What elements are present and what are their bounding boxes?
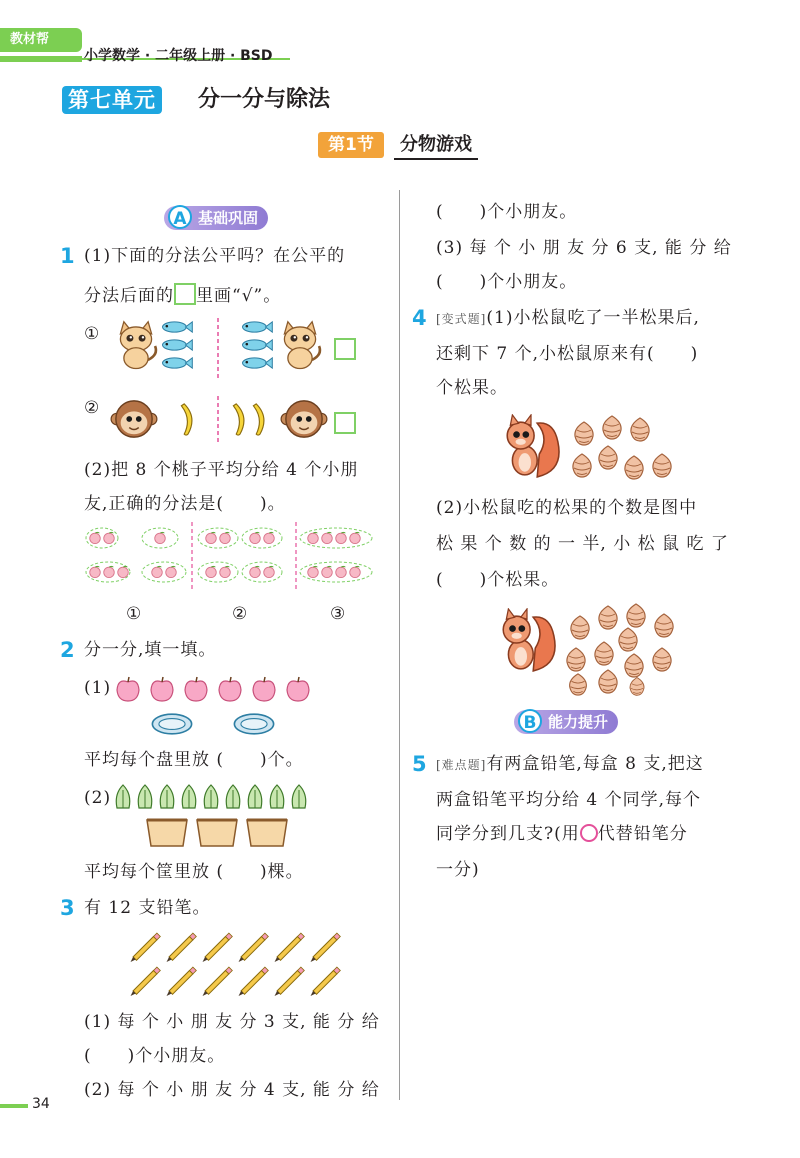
basket-icon xyxy=(247,820,287,846)
q3-part2-line2: ( )个小朋友。 xyxy=(436,202,578,222)
cabbage-icon xyxy=(292,785,306,808)
pencil-icon xyxy=(275,967,305,996)
q4-part1-line1-text: (1)小松鼠吃了一半松果后, xyxy=(486,308,700,328)
q1-line2a: 分法后面的 xyxy=(84,286,174,306)
q1-choice-2: ② xyxy=(232,604,249,624)
apple-icon xyxy=(151,677,173,701)
cabbage-icon xyxy=(116,785,130,808)
pencil-icon xyxy=(239,933,269,962)
q5-line3b: 代替铅笔分 xyxy=(597,824,688,844)
pencil-icon xyxy=(131,967,161,996)
q3-part1-line2: ( )个小朋友。 xyxy=(84,1046,226,1066)
pencils-picture xyxy=(128,928,348,998)
plate-icon xyxy=(152,714,191,734)
pinecone-icon xyxy=(567,648,585,671)
q3-part3-line1: (3) 每 个 小 朋 友 分 6 支, 能 分 给 xyxy=(436,238,732,258)
fish-icon xyxy=(243,358,273,368)
q3-part2-line1: (2) 每 个 小 朋 友 分 4 支, 能 分 给 xyxy=(84,1080,380,1100)
q1-option1-label: ① xyxy=(84,324,101,344)
banana-icon xyxy=(181,404,192,435)
banana-icon xyxy=(233,404,244,435)
pinecone-icon xyxy=(599,670,617,693)
pinecone-icon xyxy=(575,422,593,445)
cabbage-icon xyxy=(138,785,152,808)
pinecone-icon xyxy=(631,418,649,441)
pinecone-icon xyxy=(619,628,637,651)
q5-line3a: 同学分到几支?(用 xyxy=(436,824,580,844)
q4-part1-line2: 还剩下 7 个,小松鼠原来有( ) xyxy=(436,344,699,364)
page-number: 34 xyxy=(32,1096,50,1112)
cabbage-icon xyxy=(226,785,240,808)
apple-icon xyxy=(117,677,139,701)
unit-badge: 第七单元 xyxy=(62,86,162,114)
part-b-title: 能力提升 xyxy=(548,713,609,731)
q1-option1-picture xyxy=(110,318,360,378)
column-divider xyxy=(399,190,400,1100)
pencil-icon xyxy=(311,933,341,962)
q2-title: 分一分,填一填。 xyxy=(84,640,217,660)
q1-peach-division-picture xyxy=(84,522,384,590)
baskets-picture xyxy=(144,814,294,850)
pinecone-icon xyxy=(603,416,621,439)
fish-icon xyxy=(163,358,193,368)
monkey-icon xyxy=(111,401,157,437)
q4-squirrel-picture-2 xyxy=(496,600,686,696)
q4-part1-line1 xyxy=(436,304,700,333)
q2-number: 2 xyxy=(60,638,75,662)
pinecone-icon xyxy=(627,604,645,627)
basket-icon xyxy=(147,820,187,846)
part-a-letter: A xyxy=(168,205,192,229)
part-a-badge xyxy=(164,206,268,230)
pencil-icon xyxy=(275,933,305,962)
q2-part1-label: (1) xyxy=(84,678,112,698)
pencil-icon xyxy=(167,933,197,962)
q4-part1-line3: 个松果。 xyxy=(436,378,508,398)
pinecone-icon xyxy=(630,678,644,696)
pinecone-icon xyxy=(595,642,613,665)
q1-option2-answer-box[interactable] xyxy=(334,412,356,434)
squirrel-icon xyxy=(507,415,559,477)
q4-number: 4 xyxy=(412,306,427,330)
q4-part2-line2: 松 果 个 数 的 一 半, 小 松 鼠 吃 了 xyxy=(436,534,729,554)
q1-option2-picture xyxy=(110,396,360,442)
pinecone-icon xyxy=(625,456,643,479)
q1-option1-answer-box[interactable] xyxy=(334,338,356,360)
q2-part1-answer: 平均每个盘里放 ( )个。 xyxy=(84,750,304,770)
pinecone-icon xyxy=(625,654,643,677)
pinecone-icon xyxy=(571,616,589,639)
pinecone-icon xyxy=(599,446,617,469)
circle-symbol-icon xyxy=(580,824,598,842)
q5-line3 xyxy=(436,820,688,848)
q5-line1 xyxy=(436,750,704,779)
apple-icon xyxy=(185,677,207,701)
cabbage-icon xyxy=(182,785,196,808)
q3-part3-line2: ( )个小朋友。 xyxy=(436,272,578,292)
pinecone-icon xyxy=(653,648,671,671)
q3-part1-line1: (1) 每 个 小 朋 友 分 3 支, 能 分 给 xyxy=(84,1012,380,1032)
pinecone-icon xyxy=(653,454,671,477)
pinecone-icon xyxy=(655,614,673,637)
part-a-title: 基础巩固 xyxy=(198,209,259,227)
squirrel-icon xyxy=(503,609,555,671)
q1-option2-label: ② xyxy=(84,398,101,418)
q1-part2-line1: (2)把 8 个桃子平均分给 4 个小朋 xyxy=(84,460,359,480)
unit-title: 分一分与除法 xyxy=(198,87,331,112)
cat-icon xyxy=(284,322,320,369)
pencil-icon xyxy=(239,967,269,996)
q5-line2: 两盒铅笔平均分给 4 个同学,每个 xyxy=(436,790,702,810)
cabbage-icon xyxy=(160,785,174,808)
q5-tag: [难点题] xyxy=(436,758,487,772)
q1-choice-1: ① xyxy=(126,604,143,624)
q1-choice-3: ③ xyxy=(330,604,347,624)
basket-icon xyxy=(197,820,237,846)
apples-picture xyxy=(114,674,314,704)
apple-icon xyxy=(287,677,309,701)
cabbage-icon xyxy=(204,785,218,808)
footer-bar xyxy=(0,1104,28,1108)
pencil-icon xyxy=(131,933,161,962)
inline-answer-box-icon xyxy=(174,283,196,305)
plates-picture xyxy=(150,710,280,738)
cabbage-icon xyxy=(270,785,284,808)
pinecone-icon xyxy=(573,454,591,477)
pinecone-icon xyxy=(599,606,617,629)
q1-line2 xyxy=(84,282,281,310)
q5-number: 5 xyxy=(412,752,427,776)
fish-icon xyxy=(163,322,193,332)
book-title: 小学数学 · 二年级上册 · BSD xyxy=(84,48,273,64)
pencil-icon xyxy=(311,967,341,996)
part-b-letter: B xyxy=(518,709,542,733)
section-title: 分物游戏 xyxy=(394,132,478,160)
q3-title: 有 12 支铅笔。 xyxy=(84,898,211,918)
q1-part2-line2: 友,正确的分法是( )。 xyxy=(84,494,286,514)
fish-icon xyxy=(243,322,273,332)
q4-part2-line1: (2)小松鼠吃的松果的个数是图中 xyxy=(436,498,698,518)
q1-line1: (1)下面的分法公平吗？在公平的 xyxy=(84,246,346,266)
q1-number: 1 xyxy=(60,244,75,268)
pencil-icon xyxy=(167,967,197,996)
q4-squirrel-picture-1 xyxy=(500,410,680,486)
pinecone-icon xyxy=(570,674,587,695)
apple-icon xyxy=(253,677,275,701)
q3-number: 3 xyxy=(60,896,75,920)
fish-icon xyxy=(163,340,193,350)
cabbage-icon xyxy=(248,785,262,808)
part-b-badge xyxy=(514,710,618,734)
plate-icon xyxy=(234,714,273,734)
brand-tag: 教材帮 xyxy=(0,28,82,52)
apple-icon xyxy=(219,677,241,701)
q4-part2-line3: ( )个松果。 xyxy=(436,570,560,590)
fish-icon xyxy=(243,340,273,350)
section-badge: 第1节 xyxy=(318,132,384,158)
monkey-icon xyxy=(281,401,327,437)
q5-line1-text: 有两盒铅笔,每盒 8 支,把这 xyxy=(486,754,704,774)
q1-line2b: 里画“√”。 xyxy=(196,286,282,306)
pencil-icon xyxy=(203,967,233,996)
cabbages-picture xyxy=(114,782,314,810)
pencil-icon xyxy=(203,933,233,962)
banana-icon xyxy=(253,404,264,435)
cat-icon xyxy=(120,322,156,369)
q2-part2-label: (2) xyxy=(84,788,112,808)
q2-part2-answer: 平均每个筐里放 ( )棵。 xyxy=(84,862,304,882)
q4-tag: [变式题] xyxy=(436,312,487,326)
q5-line4: 一分) xyxy=(436,860,480,880)
